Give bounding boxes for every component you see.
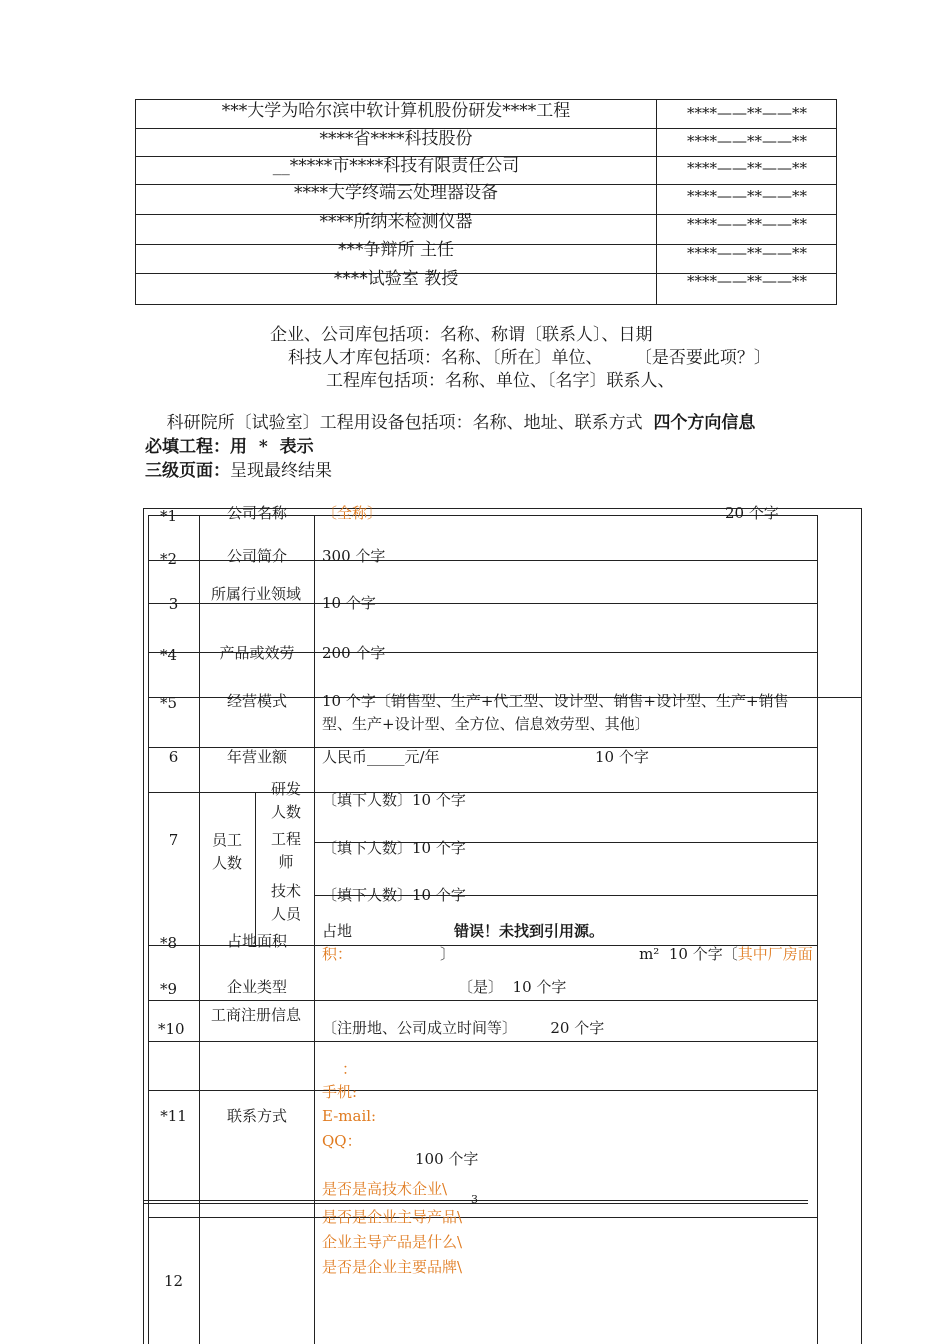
row-hint-cont: 积： [322, 945, 353, 963]
row-number: *2 [160, 550, 178, 568]
sub-label: 技术人员 [270, 882, 301, 923]
row-label: 占地面积 [226, 932, 287, 950]
project-date: ****——**——** [687, 244, 807, 262]
row-limit: 20 个字 [725, 504, 779, 522]
error-text: 错误！未找到引用源。 [454, 922, 605, 940]
row-number: 3 [168, 595, 179, 613]
row-number: *10 [158, 1020, 185, 1038]
row-limit: 10 个字 [595, 748, 649, 766]
project-date: ****——**——** [687, 215, 807, 233]
sub-label: 工程师 [270, 830, 301, 871]
project-date: ****——**——** [687, 132, 807, 150]
project-name: __*****市****科技有限责任公司 [272, 156, 520, 176]
note-line: 工程库包括项：名称、单位、〔名字〕联系人、 [326, 371, 675, 391]
required-note: 必填工程：用 * 表示 [145, 437, 314, 457]
list-item: 是否是企业主导产品\ [322, 1208, 463, 1226]
row-value: 10 个字〔销售型、生产+代工型、设计型、销售+设计型、生产+销售型、生产+设计型、全方位、信息效劳型、其他〕 [322, 692, 789, 733]
unit-text: m² 10 个字〔 [639, 945, 738, 963]
row-number: *11 [160, 1107, 187, 1125]
row-label: 联系方式 [226, 1107, 287, 1125]
row-number: *1 [160, 507, 178, 525]
row-label: 员工人数 [211, 831, 242, 872]
page-number: 3 [471, 1193, 478, 1206]
row-number: 7 [168, 831, 179, 849]
contact-email: E-mail: [322, 1107, 377, 1125]
project-date: ****——**——** [687, 104, 807, 122]
project-name: ****所纳米检测仪器 [319, 212, 473, 232]
note-line: 科技人才库包括项：名称、〔所在〕单位、 〔是否要此项？〕 [288, 348, 771, 368]
project-date: ****——**——** [687, 159, 807, 177]
row-value: 人民币_____元/年 [322, 748, 440, 766]
project-name: ***争辩所 主任 [338, 240, 454, 260]
row-limit: 100 个字 [415, 1150, 479, 1168]
row-value: 〔是〕 10 个字 [458, 978, 567, 996]
row-label: 经营模式 [226, 692, 287, 710]
note-text: 科研院所〔试验室〕工程用设备包括项：名称、地址、联系方式 [166, 413, 654, 433]
row-unit [620, 920, 813, 989]
row-number: *5 [160, 694, 178, 712]
note-line: 企业、公司库包括项：名称、称谓〔联系人〕、日期 [270, 325, 653, 345]
list-item: 是否是高技术企业\ [322, 1180, 448, 1198]
sub-label: 研发人数 [270, 780, 301, 821]
row-label: 公司简介 [226, 547, 287, 565]
project-date: ****——**——** [687, 272, 807, 290]
sub-value: 〔填下人数〕10 个字 [322, 839, 466, 857]
row-label: 工商注册信息 [210, 1006, 301, 1024]
row-hint: 其中厂房面 [737, 945, 813, 963]
note-emphasis: 四个方向信息 [653, 413, 756, 433]
row-hint: 〔全称〕 [322, 504, 383, 522]
row-value: 10 个字 [322, 594, 376, 612]
row-label: 年营业额 [226, 748, 287, 766]
contact-colon: ： [342, 1060, 358, 1078]
list-item: 是否是企业主要品牌\ [322, 1258, 463, 1276]
row-number: *4 [160, 646, 178, 664]
sub-value: 〔填下人数〕10 个字 [322, 791, 466, 809]
row-label: 公司名称 [226, 504, 287, 522]
row-number: 12 [163, 1272, 184, 1290]
row-number: 6 [168, 748, 179, 766]
project-name: ****大学终端云处理器设备 [294, 183, 498, 203]
row-value: 〔注册地、公司成立时间等〕 20 个字 [322, 1019, 605, 1037]
row-value: 300 个字 [322, 547, 386, 565]
level-note [145, 456, 332, 481]
project-name: ****试验室 教授 [333, 269, 459, 289]
project-date: ****——**——** [687, 187, 807, 205]
row-close: 〕 [440, 945, 456, 963]
list-item: 企业主导产品是什么\ [322, 1233, 463, 1251]
level-label: 三级页面： [145, 461, 230, 481]
row-label: 企业类型 [226, 978, 287, 996]
row-number: *9 [160, 980, 178, 998]
row-value: 200 个字 [322, 644, 386, 662]
row-number: *8 [160, 934, 178, 952]
sub-value: 〔填下人数〕10 个字 [322, 886, 466, 904]
contact-phone: 手机: [322, 1083, 358, 1101]
row-label: 产品或效劳 [219, 644, 295, 662]
contact-qq: QQ： [322, 1132, 362, 1150]
project-name: ****省****科技股份 [319, 129, 473, 149]
row-label: 所属行业领域 [210, 585, 301, 603]
level-text: 呈现最终结果 [230, 461, 332, 481]
row-value: 占地 [322, 922, 353, 940]
project-name: ***大学为哈尔滨中软计算机股份研发****工程 [221, 101, 571, 121]
